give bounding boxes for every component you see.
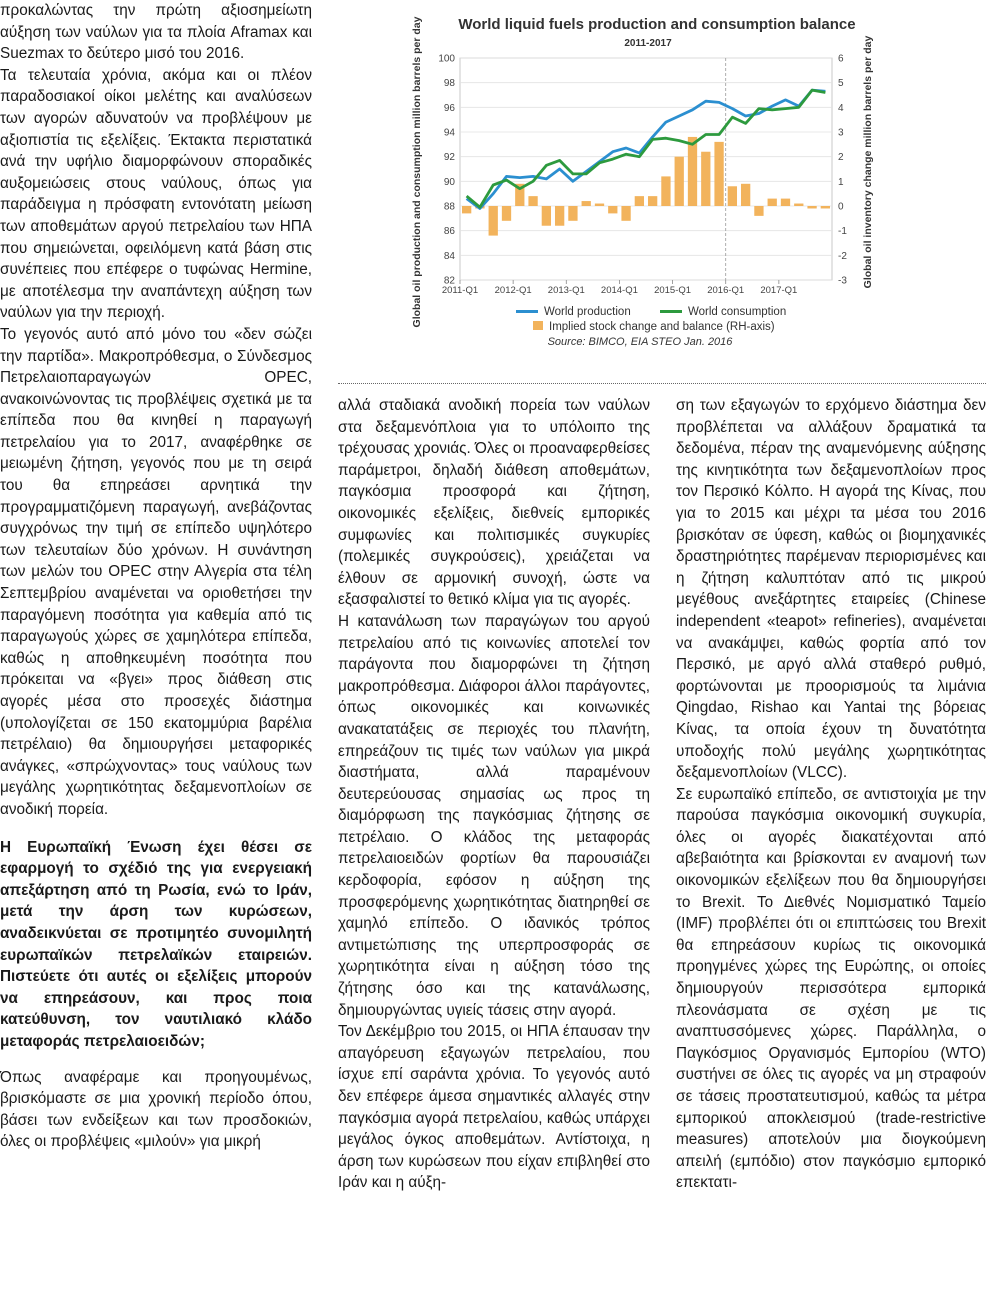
- stock-change-bar: [462, 206, 471, 213]
- stock-change-bar: [595, 204, 604, 206]
- stock-change-bar: [794, 204, 803, 206]
- y2-tick-label: -3: [838, 275, 847, 287]
- stock-change-bar: [675, 157, 684, 206]
- x-tick-label: 2015-Q1: [654, 285, 692, 296]
- stock-change-bar: [502, 206, 511, 221]
- stock-change-bar: [648, 196, 657, 206]
- y2-tick-label: 2: [838, 152, 844, 164]
- y2-tick-label: 3: [838, 127, 844, 139]
- stock-change-bar: [741, 184, 750, 206]
- legend-production: World production: [544, 306, 631, 318]
- stock-change-bar: [781, 199, 790, 206]
- y2-tick-label: 1: [838, 176, 844, 188]
- stock-change-bar: [542, 206, 551, 226]
- chart-subtitle: 2011-2017: [624, 38, 672, 49]
- stock-change-bar: [701, 152, 710, 206]
- stock-change-bar: [807, 206, 816, 208]
- stock-change-bar: [728, 186, 737, 206]
- stock-change-bar: [489, 206, 498, 236]
- stock-change-bar: [635, 196, 644, 206]
- y-tick-label: 92: [443, 152, 455, 164]
- y-tick-label: 100: [438, 53, 455, 65]
- x-tick-label: 2012-Q1: [494, 285, 532, 296]
- paragraph: ση των εξαγωγών το ερχόμενο διάστημα δεν προβλέπεται να αλλάξουν δραματικά τα δεδομένα, πέραν της αναμενόμενης αύξησης της κινητικότητα των δεξαμενοπλοίων προς τον Περσικό Κόλπο. Η αγορά της Κίνας, που για το 2015 και μέχρι τα μέσα του 2016 βρισκόταν σε ύφεση, καθώς οι βιομηχανικές δραστηριότητες παρέμεναν περιορισμένες και η ζήτηση καλυπτόταν από τις μικρού μεγέθους ανεξάρτητες εταιρείες (Chinese independent «teapot» refineries), αναμένεται να ανακάμψει, καθώς φορτία από τον Περσικό, με αργό αλλά σταθερό ρυθμό, φορτώνονται με προορισμούς τα λιμάνια Qingdao, Rishao και Yantai της βόρειας Κίνας, τα οποία έχουν τη δυνατότητα υποδοχής πολύ μεγάλης χωρητικότητας δεξαμενοπλοίων (VLCC).: [676, 397, 986, 782]
- stock-change-bar: [568, 206, 577, 221]
- stock-change-bar: [528, 196, 537, 206]
- paragraph: προκαλώντας την πρώτη αξιοσημείωτη αύξηση των ναύλων για τα πλοία Aframax και Suezmax το δεύτερο μισό του 2016.: [0, 2, 312, 63]
- stock-change-bar: [661, 176, 670, 206]
- stock-change-bar: [714, 142, 723, 206]
- paragraph: Τα τελευταία χρόνια, ακόμα και οι πλέον παραδοσιακοί οίκοι μελέτης και αναλύσεων των αγορών αδυνατούν να προβλέψουν με αξιοπιστία τις εξελίξεις. Έκτακτα περιστατικά ανά την υφήλιο διαμορφώνουν σποραδικές αυξομειώσεις στους ναύλους, όπως για παράδειγμα η πρόσφατη εντονότατη μείωση των αποθεμάτων αργού πετρελαίου των ΗΠΑ που σημειώνεται, οφειλόμενη κατά βάση στις συνέπειες που επέφερε ο τυφώνας Hermine, με αποτέλεσμα την αναπάντεχη αύξηση των ναύλων για την περιοχή.: [0, 66, 312, 322]
- paragraph: Το γεγονός αυτό από μόνο του «δεν σώζει την παρτίδα». Μακροπρόθεσμα, ο Σύνδεσμος Πετρελαιοπαραγωγών OPEC, ανακοινώνοντας τις προβλέψεις σχετικά με τα επίπεδα που θα κινηθεί η παραγωγή πετρελαίου για το 2017, αναφέρθηκε σε μειωμένη ζήτηση, γεγονός που με τη σειρά του θα επηρεάσει αρνητικά την προγραμματιζόμενη παραγωγή, ανεβάζοντας συγχρόνως την τιμή σε επίπεδο υψηλότερο των τελευταίων δύο χρόνων. Η συνάντηση των μελών του OPEC στην Αλγερία στα τέλη Σεπτεμβρίου αναμένεται να οριοθετήσει την παραγόμενη ποσότητα για καθεμία από τις παραγωγούς χώρες σε χαμηλότερα επίπεδα, καθώς η αποθηκευμένη ποσότητα που πρόκειται να «βγει» προς διάθεση στις αγορές μέσα στο προσεχές διάστημα (υπολογίζεται σε 150 εκατομμύρια βαρέλια πετρέλαιο) θα δημιουργήσει μεταφορικές ανάγκες, «σπρώχνοντας» τους ναύλους των μεγάλης χωρητικότητας δεξαμενοπλοίων σε ανοδική πορεία.: [0, 325, 312, 818]
- y2-tick-label: 6: [838, 53, 844, 65]
- text-column-2: [338, 395, 650, 1194]
- chart-svg: [400, 0, 986, 360]
- stock-change-bar: [688, 137, 697, 206]
- y-tick-label: 98: [443, 78, 455, 90]
- x-tick-label: 2014-Q1: [600, 285, 638, 296]
- stock-change-bar: [555, 206, 564, 226]
- legend-consumption-swatch: [660, 310, 682, 313]
- y-tick-label: 84: [443, 250, 455, 262]
- section-divider: [338, 383, 986, 384]
- y-tick-label: 88: [443, 201, 455, 213]
- legend-stock-swatch: [533, 321, 543, 330]
- legend-stock: Implied stock change and balance (RH-axis): [549, 321, 775, 333]
- x-tick-label: 2017-Q1: [760, 285, 798, 296]
- paragraph: Η κατανάλωση των παραγώγων του αργού πετρελαίου από τις κοινωνίες αποτελεί τον παράγοντα που διαμορφώνει τη ζήτηση μακροπρόθεσμα. Διάφοροι άλλοι παράγοντες, όπως οικονομικές και κοινωνικές ανακατατάξεις σε περιοχές του πλανήτη, επηρεάζουν τις τιμές των ναύλων για μικρά διαστήματα, αλλά παραμένουν δευτερεύουσας σημασίας ως προς τη διαμόρφωση της παγκόσμιας ζήτησης σε πετρέλαιο. Ο κλάδος της μεταφοράς πετρελαιοειδών φορτίων θα παρουσιάζει κερδοφορία, εφόσον η αύξηση της προσφερόμενης χωρητικότητας διατηρηθεί σε χαμηλό επίπεδο. Ο ιδανικός τρόπος αντιμετώπισης της υπερπροσφοράς σε χωρητικότητα είναι η αύξηση τόσο της ζήτησης όσο και της κατανάλωσης, δημιουργώντας υγιείς τάσεις στην αγορά.: [338, 612, 650, 1019]
- x-tick-label: 2013-Q1: [547, 285, 585, 296]
- stock-change-bar: [754, 206, 763, 216]
- y2-tick-label: -2: [838, 250, 847, 262]
- y-tick-label: 90: [443, 176, 455, 188]
- y2-axis-label: Global oil inventory change million barrels per day: [862, 35, 874, 289]
- stock-change-bar: [768, 199, 777, 206]
- x-tick-label: 2016-Q1: [707, 285, 745, 296]
- x-tick-label: 2011-Q1: [441, 285, 479, 296]
- y2-tick-label: 5: [838, 78, 844, 90]
- y2-tick-label: 4: [838, 102, 844, 114]
- stock-change-bar: [821, 206, 830, 208]
- paragraph: Σε ευρωπαϊκό επίπεδο, σε αντιστοιχία με την παρούσα παγκόσμια οικονομική συγκυρία, όλες οι αγορές διακατέχονται από αβεβαιότητα και βρίσκονται εν αναμονή των οικονομικών εξελίξεων που θα δημιουργήσει το Brexit. Το Διεθνές Νομισματικό Ταμείο (IMF) προβλέπει ότι οι επιπτώσεις του Brexit θα επηρεάσουν κυρίως τις οικονομικά προηγμένες χώρες της Ευρώπης, οι οποίες δημιουργούν περισσότερα εμπορικά πλεονάσματα σε σχέση με τις αναπτυσσόμενες χώρες. Παράλληλα, ο Παγκόσμιος Οργανισμός Εμπορίου (WTO) συστήνει σε όλες τις αγορές να μη στραφούν σε τάσεις προστατευτισμού, καθώς τα μέτρα εμπορικού αποκλεισμού (trade-restrictive measures) αποτελούν μια διογκούμενη απειλή (εμπόδιο) στον παγκόσμιο εμπορικό επεκτατι-: [676, 785, 986, 1192]
- y-tick-label: 82: [443, 275, 455, 287]
- legend-consumption: World consumption: [688, 306, 787, 318]
- text-column-1: [0, 0, 312, 1153]
- text-column-3: [676, 395, 986, 1194]
- plot-frame: [460, 58, 832, 280]
- y-tick-label: 96: [443, 102, 455, 114]
- stock-change-bar: [582, 201, 591, 206]
- y-axis-label: Global oil production and consumption million barrels per day: [411, 16, 423, 328]
- oil-balance-chart: [400, 0, 986, 360]
- interview-answer: Όπως αναφέραμε και προηγουμένως, βρισκόμαστε σε μια χρονική περίοδο όπου, βάσει των ενδείξεων και των προσδοκιών, όλες οι προβλέψεις «μιλούν» για μικρή: [0, 1068, 312, 1151]
- paragraph: αλλά σταδιακά ανοδική πορεία των ναύλων στα δεξαμενόπλοια για το υπόλοιπο της τρέχουσας χρονιάς. Όλες οι προαναφερθείσες παράμετροι, δηλαδή διάθεση αποθεμάτων, παγκόσμια προσφορά και ζήτηση, οικονομικές εξελίξεις, διεθνείς εμπορικές συμφωνίες και πολιτισμικές συγκυρίες (πολεμικές συγκρούσεις), χρειάζεται να έλθουν σε αρμονική συνοχή, ώστε να εξασφαλιστεί το θετικό κλίμα για τις αγορές.: [338, 397, 650, 609]
- y2-tick-label: 0: [838, 201, 844, 213]
- y-tick-label: 86: [443, 226, 455, 238]
- legend-production-swatch: [516, 310, 538, 313]
- y-tick-label: 94: [443, 127, 455, 139]
- paragraph: Τον Δεκέμβριο του 2015, οι ΗΠΑ έπαυσαν την απαγόρευση εξαγωγών πετρελαίου, που ίσχυε επί σαράντα χρόνια. Το γεγονός αυτό δεν επέφερε άμεσα σημαντικές αλλαγές στην παγκόσμια αγορά πετρελαίου, καθώς υπάρχει μεγάλος όγκος αποθεμάτων. Αντίστοιχα, η άρση των κυρώσεων που είχαν επιβληθεί στο Ιράν και η αύξη-: [338, 1023, 650, 1192]
- stock-change-bar: [621, 206, 630, 221]
- interview-question: Η Ευρωπαϊκή Ένωση έχει θέσει σε εφαρμογή το σχέδιό της για ενεργειακή απεξάρτηση από τη Ρωσία, ενώ το Ιράν, μετά την άρση των κυρώσεων, αναδεικνύεται σε προτιμητέο συνομιλητή ευρωπαϊκών πετρελαϊκών εταιρειών. Πιστεύετε ότι αυτές οι εξελίξεις μπορούν να επηρεάσουν, και προς ποια κατεύθυνση, τον ναυτιλιακό κλάδο μεταφοράς πετρελαιοειδών;: [0, 838, 312, 1050]
- stock-change-bar: [608, 206, 617, 213]
- y2-tick-label: -1: [838, 226, 847, 238]
- chart-source: Source: BIMCO, EIA STEO Jan. 2016: [547, 336, 733, 348]
- chart-title: World liquid fuels production and consumption balance: [458, 16, 856, 33]
